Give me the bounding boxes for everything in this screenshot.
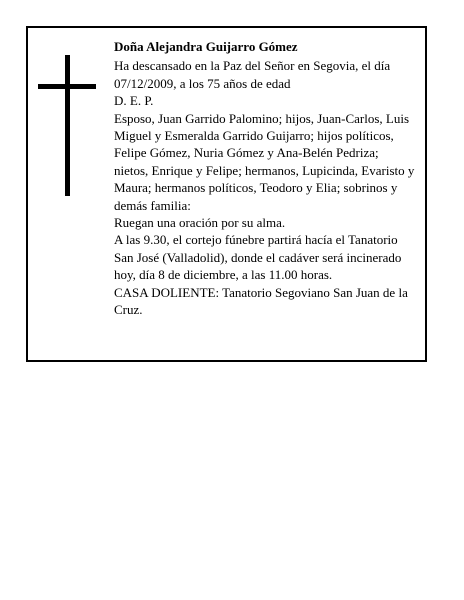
cortege-details: A las 9.30, el cortejo fúnebre partirá hacía el Tanatorio San José (Valladolid), donde el cadáver será incinerado hoy, día 8 de diciembre, a las 11.00 horas. — [114, 232, 402, 283]
casa-doliente: CASA DOLIENTE: Tanatorio Segoviano San Juan de la Cruz. — [114, 284, 408, 318]
obituary-text-block — [114, 38, 416, 319]
family-list: Esposo, Juan Garrido Palomino; hijos, Juan-Carlos, Luis Miguel y Esmeralda Garrido Guijarro; hijos políticos, Felipe Gómez, Nuria Gómez y Ana-Belén Pedriza; nietos, Enrique y Felipe; hermanos, Lupicinda, Evaristo y Maura; hermanos políticos, Teodoro y Elia; sobrinos y demás familia: — [114, 110, 415, 213]
prayer-request: Ruegan una oración por su alma. — [114, 215, 286, 231]
cross-vertical-bar — [65, 55, 70, 196]
cross-horizontal-bar — [38, 84, 96, 89]
deceased-name: Doña Alejandra Guijarro Gómez — [114, 39, 298, 54]
death-announcement: Ha descansado en la Paz del Señor en Segovia, el día 07/12/2009, a los 75 años de edad — [114, 58, 391, 91]
rip-line: D. E. P. — [114, 93, 154, 109]
